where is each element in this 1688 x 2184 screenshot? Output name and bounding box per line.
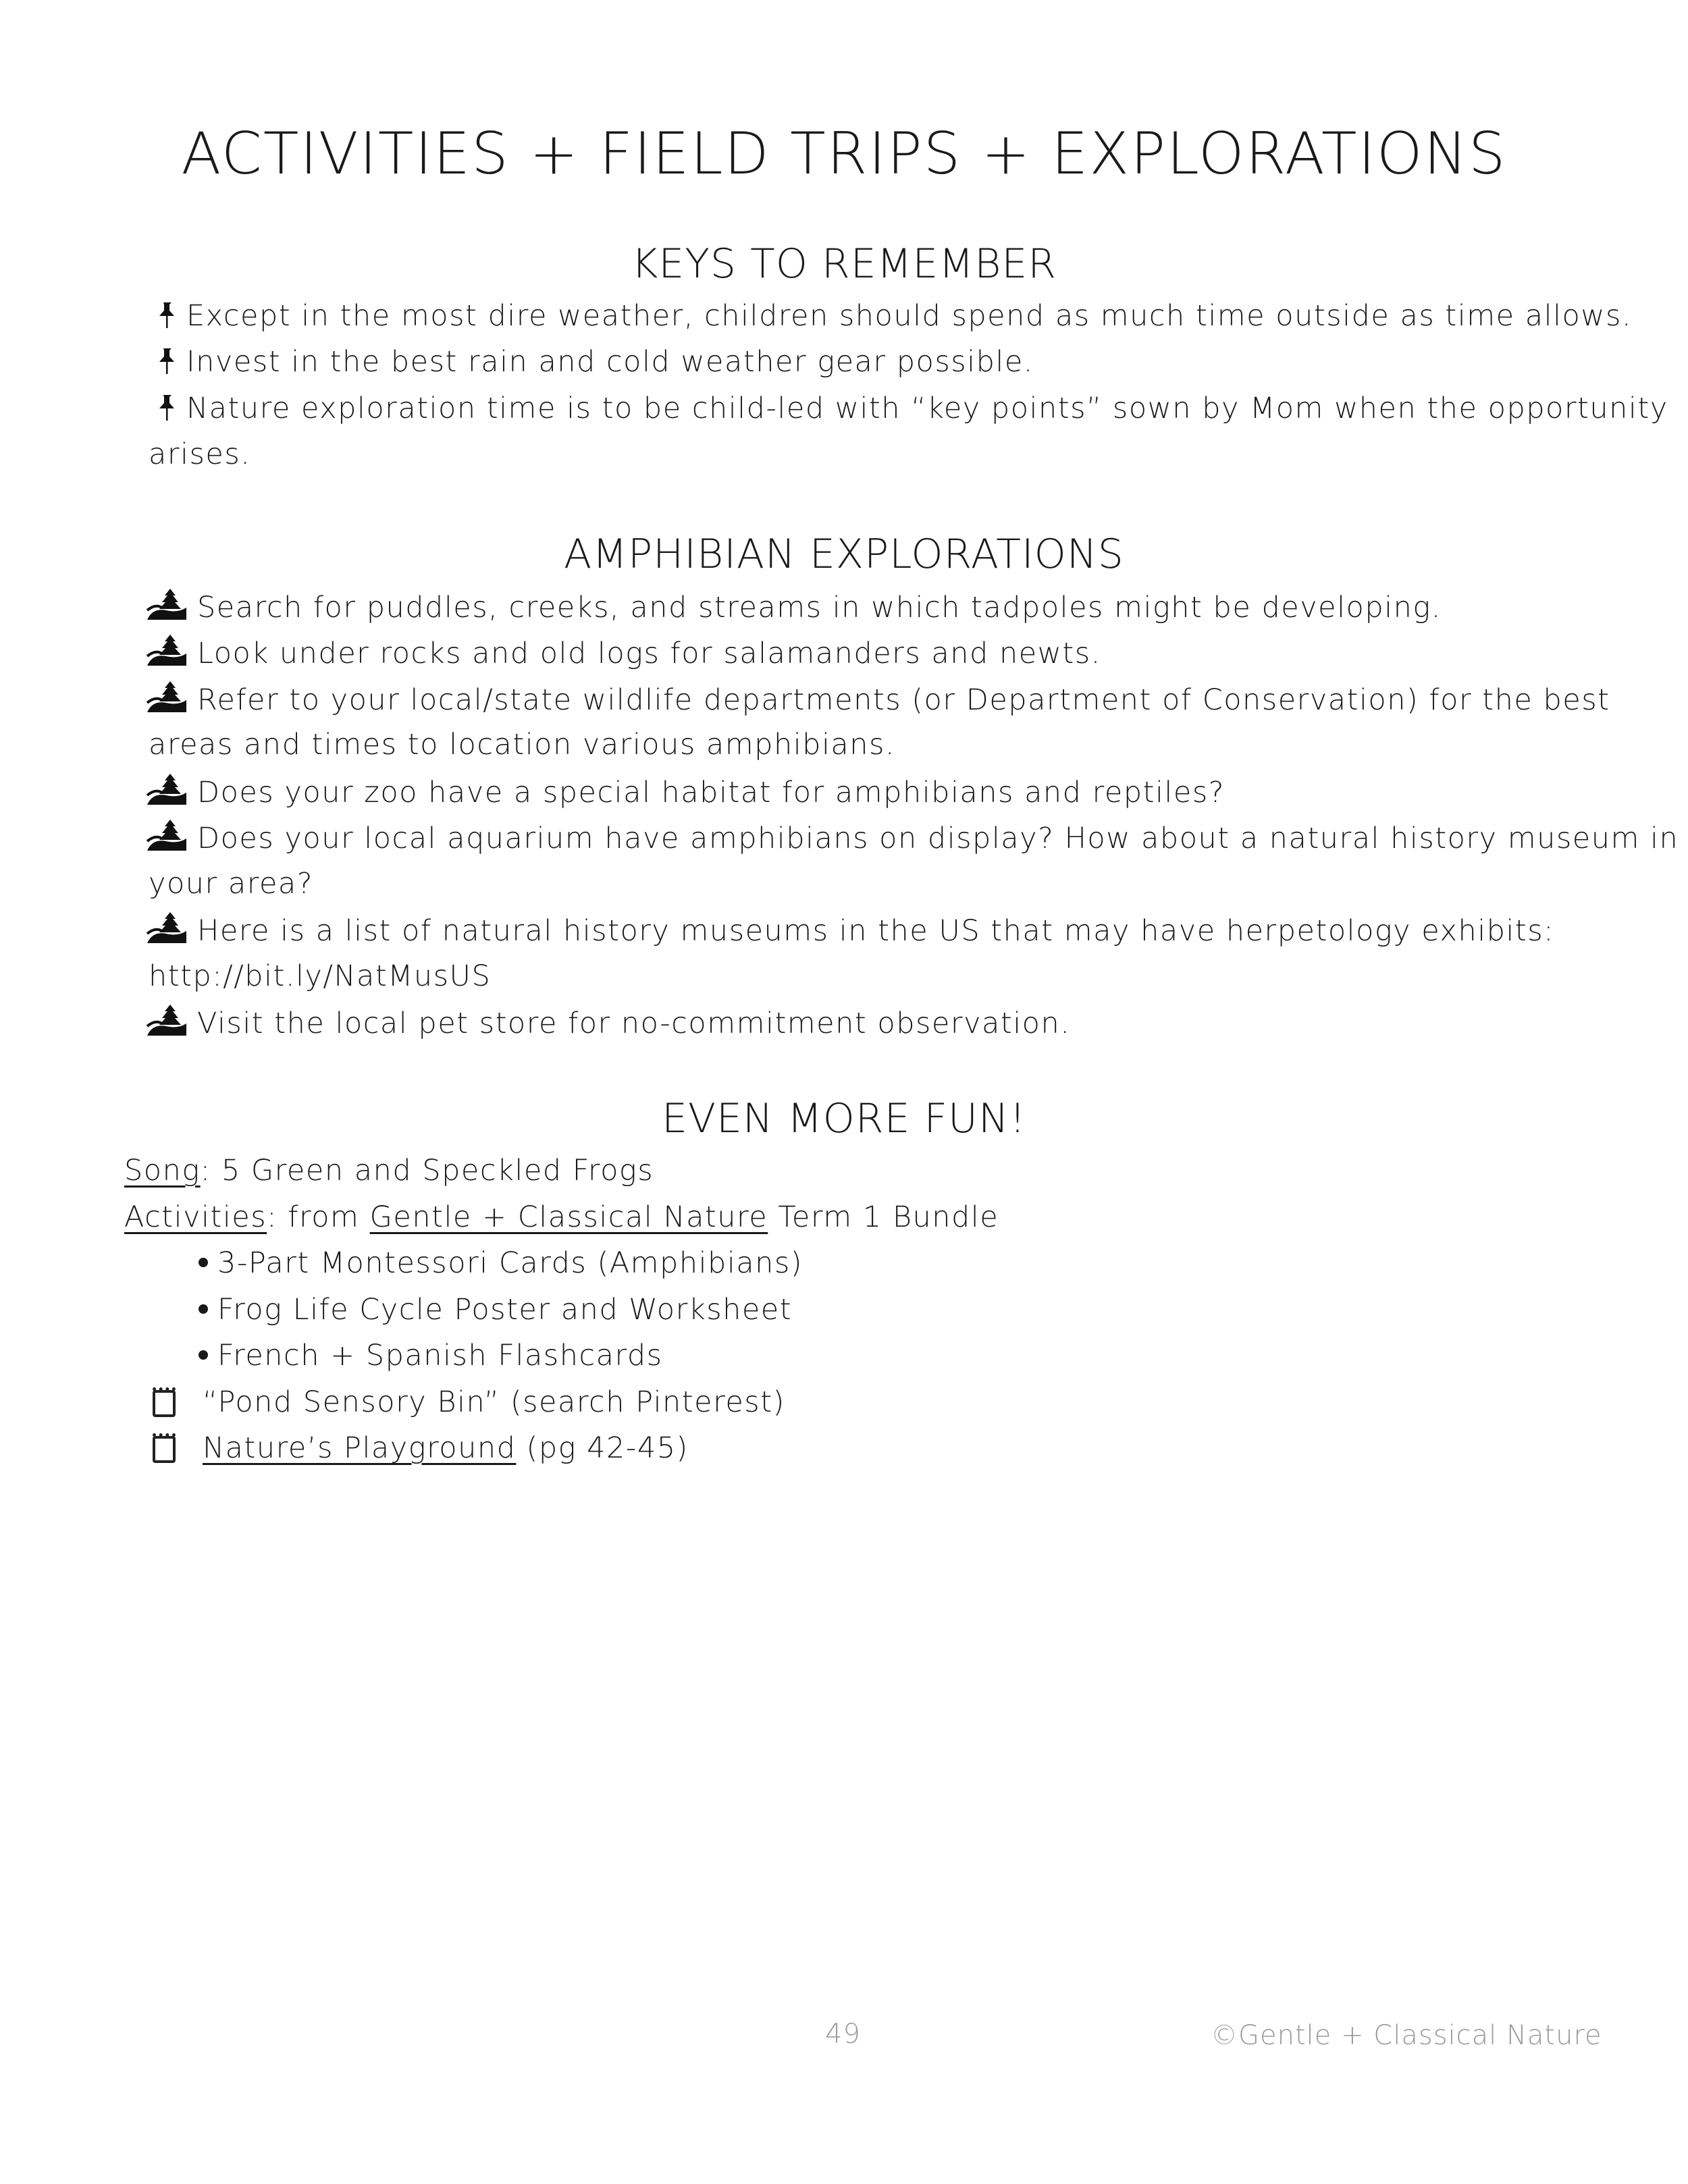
checkbox-icon[interactable] xyxy=(153,1390,176,1417)
natmus-link[interactable]: http://bit.ly/NatMusUS xyxy=(149,959,492,993)
amphibian-item: Look under rocks and old logs for salamanders and newts. xyxy=(146,633,1101,672)
bullet xyxy=(199,1258,208,1267)
bullet xyxy=(199,1304,208,1314)
keys-heading: KEYS TO REMEMBER xyxy=(631,240,1057,288)
tree-landscape-icon xyxy=(146,911,188,944)
song-label: Song xyxy=(124,1154,201,1188)
activities-source: Gentle + Classical Nature xyxy=(369,1200,768,1234)
activity-bullet-item: French + Spanish Flashcards xyxy=(199,1337,663,1375)
checklist-item: “Pond Sensory Bin” (search Pinterest) xyxy=(153,1383,785,1421)
push-pin-icon xyxy=(157,347,177,375)
amphibian-item: Visit the local pet store for no-commitment observation. xyxy=(146,1003,1070,1042)
song-value: : 5 Green and Speckled Frogs xyxy=(200,1154,654,1188)
push-pin-icon xyxy=(157,394,177,422)
activity-bullet-item: Frog Life Cycle Poster and Worksheet xyxy=(199,1291,792,1329)
tree-landscape-icon xyxy=(146,772,188,806)
amphibian-item: Here is a list of natural history museums in the US that may have herpetology exhibits: xyxy=(146,911,1554,950)
tree-landscape-icon xyxy=(146,680,188,714)
amphibian-item: Search for puddles, creeks, and streams in which tadpoles might be developing. xyxy=(146,587,1442,627)
amphibian-item: Refer to your local/state wildlife departments (or Department of Conservation) for the best xyxy=(146,680,1610,719)
activities-line: Activities: from Gentle + Classical Nature Term 1 Bundle xyxy=(124,1200,999,1234)
amphibian-item-continued: your area? xyxy=(149,867,314,901)
amphibian-item: Does your zoo have a special habitat for amphibians and reptiles? xyxy=(146,772,1225,811)
tree-landscape-icon xyxy=(146,633,188,667)
checklist-item: Nature’s Playground (pg 42-45) xyxy=(153,1429,689,1467)
push-pin-icon xyxy=(157,301,177,329)
keys-item: Except in the most dire weather, children should spend as much time outside as time allows. xyxy=(157,297,1632,335)
fun-heading: EVEN MORE FUN! xyxy=(662,1095,1026,1142)
tree-landscape-icon xyxy=(146,818,188,852)
tree-landscape-icon xyxy=(146,587,188,621)
activities-label: Activities xyxy=(124,1200,267,1234)
activity-bullet-item: 3-Part Montessori Cards (Amphibians) xyxy=(199,1244,803,1282)
keys-item: Nature exploration time is to be child-led with “key points” sown by Mom when the opportunity xyxy=(157,390,1668,427)
song-line xyxy=(124,1152,654,1190)
book-title: Nature’s Playground xyxy=(203,1431,517,1465)
tree-landscape-icon xyxy=(146,1003,188,1037)
amphibian-item: Does your local aquarium have amphibians on display? How about a natural history museum in xyxy=(146,818,1679,857)
page-title: ACTIVITIES + FIELD TRIPS + EXPLORATIONS xyxy=(181,120,1507,188)
amphibian-item-continued: areas and times to location various amphibians. xyxy=(149,728,896,762)
copyright: ©Gentle + Classical Nature xyxy=(1211,2020,1602,2051)
keys-item-continued: arises. xyxy=(149,437,251,471)
keys-item: Invest in the best rain and cold weather gear possible. xyxy=(157,343,1034,381)
amphibian-heading: AMPHIBIAN EXPLORATIONS xyxy=(564,531,1124,578)
bullet xyxy=(199,1350,208,1360)
checkbox-icon[interactable] xyxy=(153,1436,176,1463)
page-number: 49 xyxy=(825,2019,861,2050)
